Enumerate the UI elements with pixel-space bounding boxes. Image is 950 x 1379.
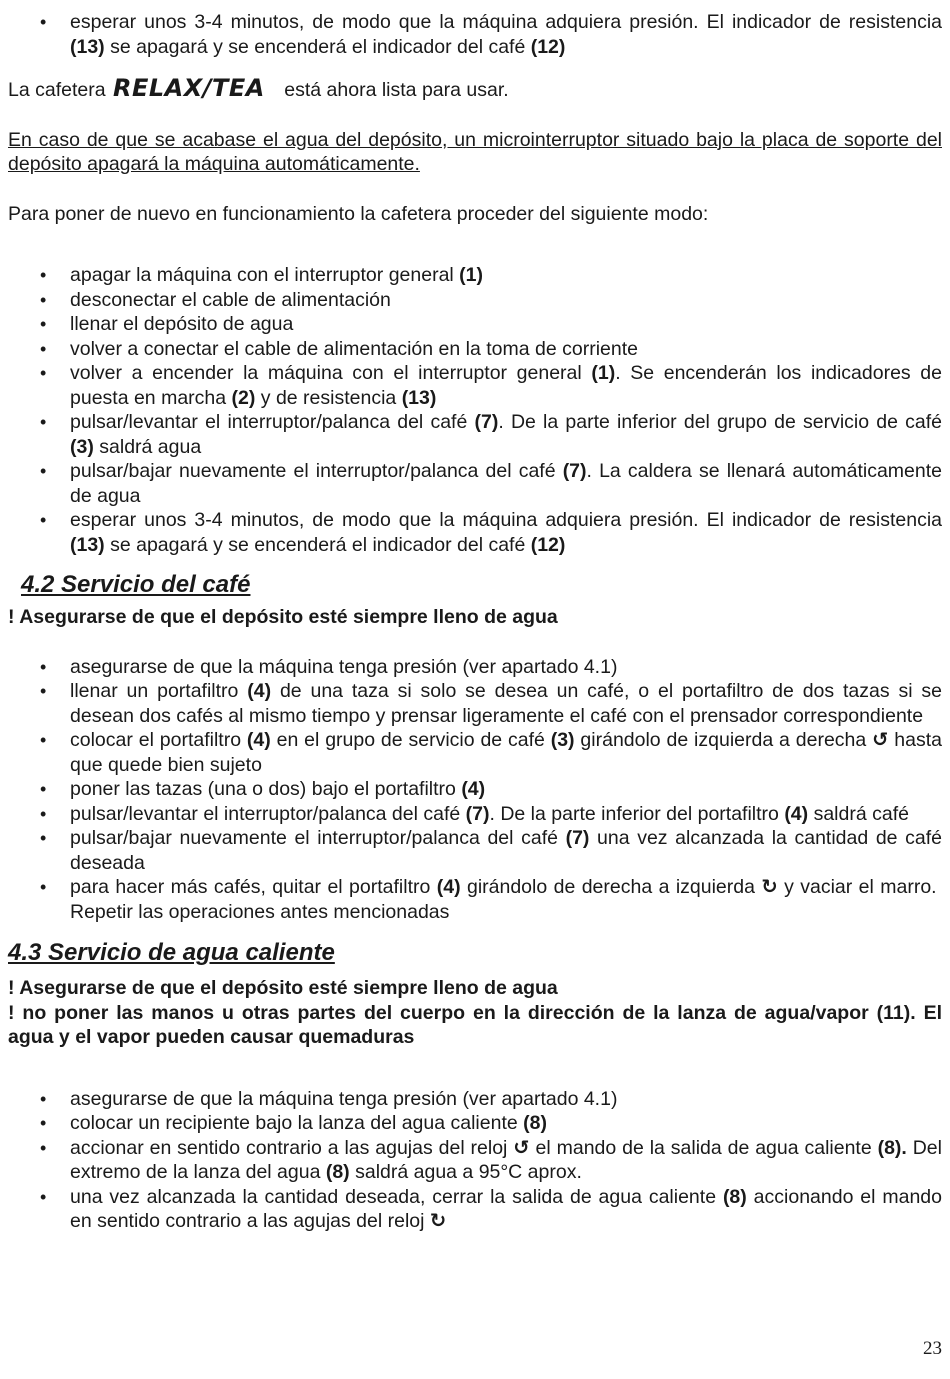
page-number: 23: [923, 1338, 942, 1359]
list-item: • para hacer más cafés, quitar el portafiltro (4) girándolo de derecha a izquierda ↻ y vaciar el marro. Repetir las operaciones antes mencionadas: [8, 875, 942, 924]
hot-water-steps: [8, 1087, 942, 1234]
list-item: • esperar unos 3-4 minutos, de modo que la máquina adquiera presión. El indicador de resistencia (13) se apagará y se encenderá el indicador del café (12): [8, 10, 942, 59]
intro-list: [8, 10, 942, 59]
list-item: • colocar un recipiente bajo la lanza del agua caliente (8): [8, 1111, 942, 1136]
restart-intro: Para poner de nuevo en funcionamiento la cafetera proceder del siguiente modo:: [8, 202, 709, 225]
ready-prefix: La cafetera: [8, 79, 106, 101]
list-item: • colocar el portafiltro (4) en el grupo de servicio de café (3) girándolo de izquierda a derecha ↺ hasta que quede bien sujeto: [8, 728, 942, 777]
document-page: [8, 10, 942, 1234]
list-item: • una vez alcanzada la cantidad deseada, cerrar la salida de agua caliente (8) accionando el mando en sentido contrario a las agujas del reloj ↻: [8, 1185, 942, 1234]
list-item: • asegurarse de que la máquina tenga presión (ver apartado 4.1): [8, 1087, 942, 1112]
warning-text: ! Asegurarse de que el depósito esté siempre lleno de agua: [8, 977, 558, 999]
section-heading-4-2: 4.2 Servicio del café: [21, 571, 251, 598]
list-item: • llenar un portafiltro (4) de una taza si solo se desea un café, o el portafiltro de dos tazas si se desean dos cafés al mismo tiempo y prensar ligeramente el café con el prensador correspondiente: [8, 679, 942, 728]
ready-line: [8, 76, 942, 103]
list-item: • esperar unos 3-4 minutos, de modo que la máquina adquiera presión. El indicador de resistencia (13) se apagará y se encenderá el indicador del café (12): [8, 508, 942, 557]
list-item: • accionar en sentido contrario a las agujas del reloj ↺ el mando de la salida de agua caliente (8). Del extremo de la lanza del agua (8) saldrá agua a 95°C aprox.: [8, 1136, 942, 1185]
list-item: • pulsar/levantar el interruptor/palanca del café (7). De la parte inferior del grupo de servicio de café (3) saldrá agua: [8, 410, 942, 459]
list-item: • pulsar/bajar nuevamente el interruptor/palanca del café (7). La caldera se llenará automáticamente de agua: [8, 459, 942, 508]
list-item: • llenar el depósito de agua: [8, 312, 942, 337]
list-item: • asegurarse de que la máquina tenga presión (ver apartado 4.1): [8, 655, 942, 680]
coffee-service-steps: [8, 655, 942, 925]
brand-name: RELAX/TEA: [113, 74, 265, 102]
list-item: • apagar la máquina con el interruptor general (1): [8, 263, 942, 288]
restart-steps: [8, 263, 942, 557]
warning-text: ! no poner las manos u otras partes del cuerpo en la dirección de la lanza de agua/vapor (11). El agua y el vapor pueden causar quemaduras: [8, 1001, 942, 1048]
list-item: • pulsar/bajar nuevamente el interruptor/palanca del café (7) una vez alcanzada la cantidad de café deseada: [8, 826, 942, 875]
ready-suffix: está ahora lista para usar.: [284, 79, 509, 101]
list-item: • volver a encender la máquina con el interruptor general (1). Se encenderán los indicadores de puesta en marcha (2) y de resistencia (13): [8, 361, 942, 410]
list-item: • poner las tazas (una o dos) bajo el portafiltro (4): [8, 777, 942, 802]
microswitch-note: En caso de que se acabase el agua del depósito, un microinterruptor situado bajo la placa de soporte del depósito apagará la máquina automáticamente.: [8, 128, 942, 175]
list-item: • volver a conectar el cable de alimentación en la toma de corriente: [8, 337, 942, 362]
list-item: • pulsar/levantar el interruptor/palanca del café (7). De la parte inferior del portafiltro (4) saldrá café: [8, 802, 942, 827]
section-heading-4-3: 4.3 Servicio de agua caliente: [8, 939, 335, 966]
warning-text: ! Asegurarse de que el depósito esté siempre lleno de agua: [8, 606, 558, 628]
list-item: • desconectar el cable de alimentación: [8, 288, 942, 313]
